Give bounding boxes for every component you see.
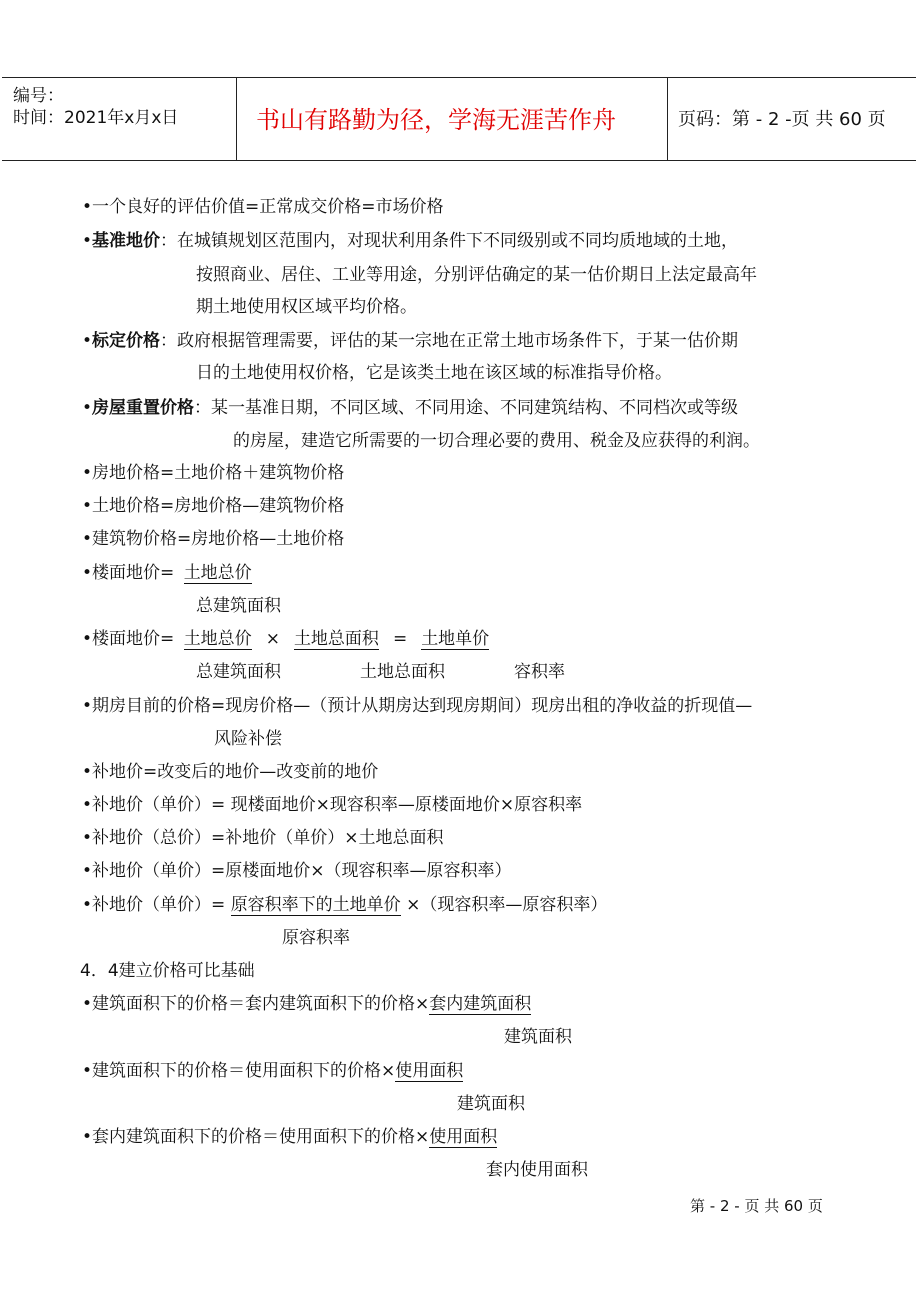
line-building-price: •建筑物价格=房地价格—土地价格 xyxy=(82,529,345,549)
term-benchmark-land-price: 基准地价 xyxy=(92,231,161,251)
line-replacement-cont: 的房屋，建造它所需要的一切合理必要的费用、税金及应获得的利润。 xyxy=(233,431,760,451)
line-real-estate-price: •房地价格=土地价格＋建筑物价格 xyxy=(82,463,345,483)
line-standard-cont: 日的土地使用权价格，它是该类土地在该区域的标准指导价格。 xyxy=(196,363,672,383)
line-land-premium-total: •补地价（总价）=补地价（单价）×土地总面积 xyxy=(82,828,444,848)
equals-sign: = xyxy=(392,629,408,649)
numerator: 土地单价 xyxy=(421,629,490,649)
numerator: 套内建筑面积 xyxy=(429,994,532,1014)
line-forward-price: •期房目前的价格=现房价格—（预计从期房达到现房期间）现房出租的净收益的折现值— xyxy=(82,696,753,716)
formula-prefix: •套内建筑面积下的价格＝使用面积下的价格× xyxy=(82,1127,430,1147)
formula-gross-area-price-1 xyxy=(82,993,531,1015)
formula-prefix: •楼面地价= xyxy=(82,563,180,583)
times-sign: × xyxy=(265,629,280,649)
bullet: • xyxy=(82,398,93,418)
line-land-premium-unit: •补地价（单价）= 现楼面地价×现容积率—原楼面地价×原容积率 xyxy=(82,795,583,815)
formula-prefix: •建筑面积下的价格＝使用面积下的价格× xyxy=(82,1061,396,1081)
numerator: 使用面积 xyxy=(395,1061,464,1081)
header-top-border xyxy=(2,77,916,78)
formula-prefix: •楼面地价= xyxy=(82,629,180,649)
header-motto: 书山有路勤为径，学海无涯苦作舟 xyxy=(256,106,616,134)
line-benchmark-land-price xyxy=(82,230,738,252)
numerator: 使用面积 xyxy=(429,1127,498,1147)
formula-gross-area-price-2 xyxy=(82,1060,463,1082)
formula-inner-area-price xyxy=(82,1126,497,1148)
line-land-price: •土地价格=房地价格—建筑物价格 xyxy=(82,496,345,516)
definition-text: ：在城镇规划区范围内，对现状利用条件下不同级别或不同均质地域的土地， xyxy=(160,231,739,251)
denominator: 建筑面积 xyxy=(504,1027,572,1047)
line-land-premium: •补地价=改变后的地价—改变前的地价 xyxy=(82,762,379,782)
denominator: 原容积率 xyxy=(282,928,350,948)
denominator: 总建筑面积 xyxy=(196,662,281,682)
denominator: 总建筑面积 xyxy=(196,596,281,616)
formula-land-premium xyxy=(82,894,607,916)
definition-text: ：政府根据管理需要，评估的某一宗地在正常土地市场条件下，于某一估价期 xyxy=(160,331,739,351)
footer-page-number: 第 - 2 - 页 共 60 页 xyxy=(690,1197,823,1215)
definition-text: ：某一基准日期，不同区域、不同用途、不同建筑结构、不同档次或等级 xyxy=(194,398,739,418)
header-time-label: 时间：2021年x月x日 xyxy=(13,108,179,128)
term-replacement-price: 房屋重置价格 xyxy=(92,398,195,418)
denominator: 容积率 xyxy=(514,662,565,682)
line-market-price: •一个良好的评估价值=正常成交价格=市场价格 xyxy=(82,197,444,217)
formula-suffix: ×（现容积率—原容积率） xyxy=(400,895,608,915)
header-bottom-border xyxy=(2,160,916,161)
denominator: 套内使用面积 xyxy=(486,1160,588,1180)
line-benchmark-cont-1: 按照商业、居住、工业等用途，分别评估确定的某一估价期日上法定最高年 xyxy=(196,265,757,285)
term-standard-price: 标定价格 xyxy=(92,331,161,351)
header-number-label: 编号： xyxy=(13,86,64,106)
denominator: 建筑面积 xyxy=(457,1094,525,1114)
denominator: 土地总面积 xyxy=(360,662,445,682)
line-land-premium-unit-2: •补地价（单价）=原楼面地价×（现容积率—原容积率） xyxy=(82,861,512,881)
line-forward-price-cont: 风险补偿 xyxy=(214,729,282,749)
header-divider-left xyxy=(236,77,237,161)
line-benchmark-cont-2: 期土地使用权区域平均价格。 xyxy=(196,297,417,317)
numerator: 土地总价 xyxy=(183,563,252,583)
line-replacement-price xyxy=(82,397,738,419)
formula-prefix: •补地价（单价）= xyxy=(82,895,231,915)
line-standard-price xyxy=(82,330,738,352)
bullet: • xyxy=(82,231,93,251)
bullet: • xyxy=(82,331,93,351)
formula-prefix: •建筑面积下的价格＝套内建筑面积下的价格× xyxy=(82,994,430,1014)
header-page-info: 页码：第 - 2 -页 共 60 页 xyxy=(678,109,886,130)
section-heading: 4．4建立价格可比基础 xyxy=(80,961,255,981)
numerator: 原容积率下的土地单价 xyxy=(230,895,401,915)
formula-floor-price-2 xyxy=(82,628,489,650)
header-divider-right xyxy=(667,77,668,161)
numerator: 土地总面积 xyxy=(293,629,379,649)
numerator: 土地总价 xyxy=(183,629,252,649)
formula-floor-price-1 xyxy=(82,562,252,584)
